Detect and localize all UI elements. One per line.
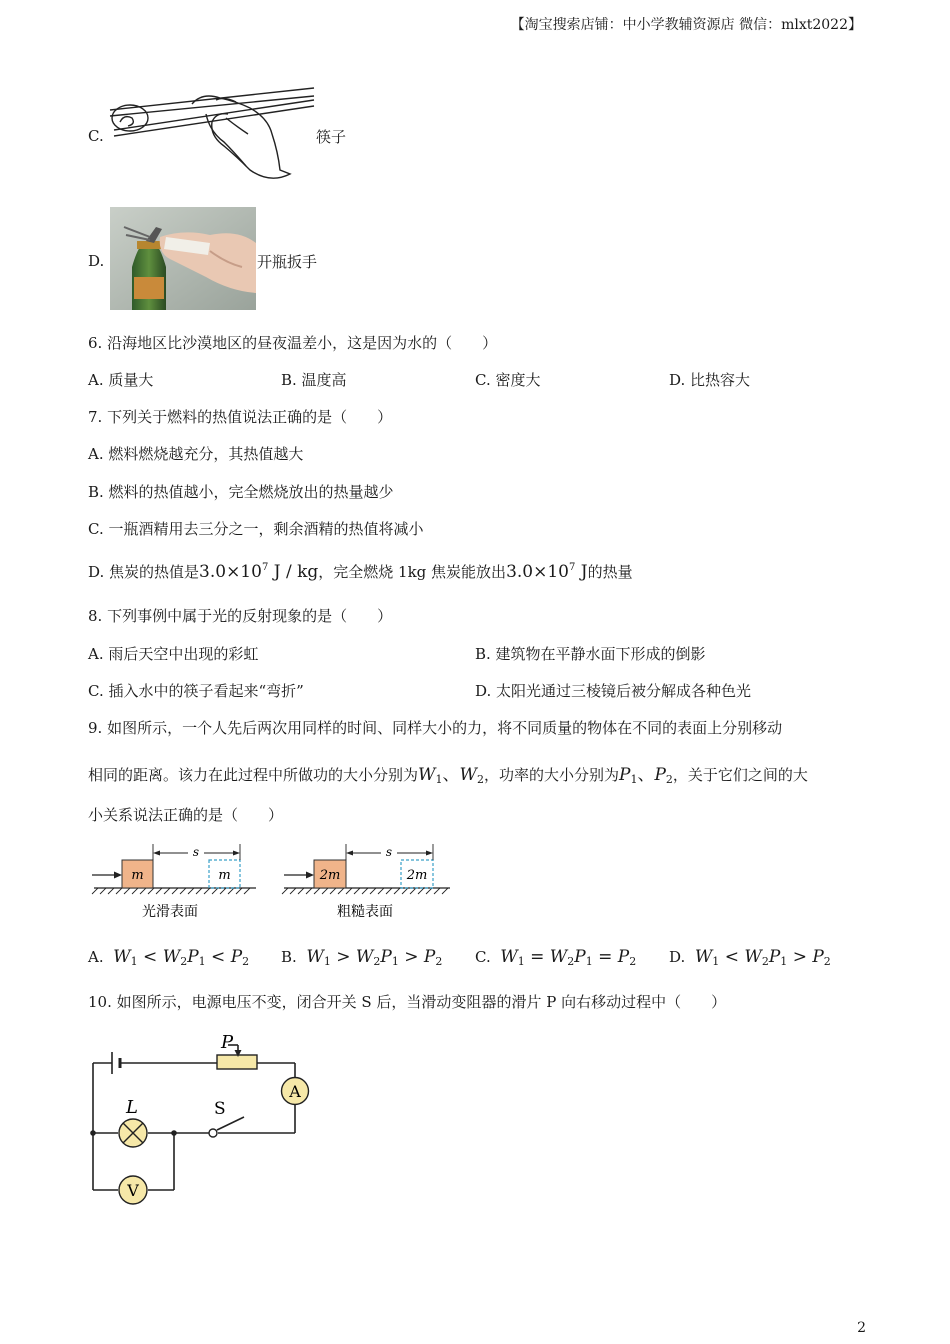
q6-option-d: D. 比热容大: [669, 371, 751, 389]
page-header: 【淘宝搜索店铺：中小学教辅资源店 微信：mlxt2022】: [510, 17, 862, 33]
option-d-letter: D.: [88, 252, 105, 270]
right-distance-label: s: [385, 845, 393, 859]
left-dashed-block-label: m: [218, 868, 231, 883]
q9-option-d: D. $W_1 < W_2P_1 > P_2$: [669, 947, 831, 968]
q7-option-b: B. 燃料的热值越小，完全燃烧放出的热量越少: [88, 483, 394, 501]
q7-option-d: [88, 561, 633, 582]
voltmeter-label: V: [127, 1181, 139, 1200]
q6-option-a: A. 质量大: [88, 371, 154, 389]
q9-option-c: C. $W_1 = W_2P_1 = P_2$: [475, 947, 637, 968]
q8-option-d: D. 太阳光通过三棱镜后被分解成各种色光: [475, 682, 752, 700]
q9-option-b: B. $W_1 > W_2P_1 > P_2$: [281, 947, 443, 968]
q7-option-a: A. 燃料燃烧越充分，其热值越大: [88, 445, 304, 463]
junction-right: [171, 1130, 177, 1136]
page-number: 2: [857, 1320, 866, 1336]
q6-stem: 6. 沿海地区比沙漠地区的昼夜温差小，这是因为水的（ ）: [88, 334, 498, 352]
option-c-text: 筷子: [316, 128, 347, 146]
q7-heat-value: $3.0\times 10^7$ J / kg: [199, 562, 319, 582]
option-c-letter: C.: [88, 127, 104, 145]
q9-line3: 小关系说法正确的是（ ）: [88, 806, 284, 824]
q10-circuit-diagram: [88, 1030, 316, 1210]
option-d-text: 开瓶扳手: [257, 253, 318, 271]
q7-option-c: C. 一瓶酒精用去三分之一，剩余酒精的热值将减小: [88, 520, 424, 538]
smooth-surface-label: 光滑表面: [142, 904, 198, 920]
q10-stem: 10. 如图所示，电源电压不变，闭合开关 S 后，当滑动变阻器的滑片 P 向右移动过程中（ ）: [88, 993, 727, 1011]
q6-option-c: C. 密度大: [475, 371, 541, 389]
q7-d-suffix: 的热量: [587, 563, 633, 581]
q8-option-c: C. 插入水中的筷子看起来“弯折”: [88, 682, 304, 700]
switch-contact: [209, 1129, 217, 1137]
q7-d-middle: ，完全燃烧 1kg 焦炭能放出: [318, 563, 507, 581]
q7-stem: 7. 下列关于燃料的热值说法正确的是（ ）: [88, 408, 393, 426]
rough-surface-hatching: [282, 888, 448, 894]
switch-label: S: [214, 1099, 226, 1119]
smooth-surface-hatching: [92, 888, 250, 894]
q8-stem: 8. 下列事例中属于光的反射现象的是（ ）: [88, 607, 393, 625]
rough-surface-label: 粗糙表面: [337, 904, 393, 920]
q9-line2: 相同的距离。该力在此过程中所做功的大小分别为$W_1$、$W_2$，功率的大小分别为$P_1$、$P_2$，关于它们之间的大: [88, 765, 808, 786]
lamp-label: L: [126, 1097, 138, 1118]
q9-work-symbols: $W_1$、$W_2$: [418, 765, 484, 786]
q9-line1: 9. 如图所示，一个人先后两次用同样的时间、同样大小的力，将不同质量的物体在不同的表面上分别移动: [88, 719, 783, 737]
left-block-mass-label: m: [131, 868, 144, 883]
q8-option-b: B. 建筑物在平静水面下形成的倒影: [475, 645, 706, 663]
rheostat: [217, 1055, 257, 1069]
q6-option-b: B. 温度高: [281, 371, 347, 389]
q7-heat-amount: $3.0\times 10^7$ J: [506, 562, 588, 582]
chopsticks-image: [106, 74, 318, 190]
junction-left: [90, 1130, 96, 1136]
left-distance-label: s: [192, 845, 200, 859]
q8-option-a: A. 雨后天空中出现的彩虹: [88, 645, 259, 663]
q9-power-symbols: $P_1$、$P_2$: [619, 765, 673, 786]
q9-figure: [88, 842, 458, 924]
q7-d-prefix: D. 焦炭的热值是: [88, 563, 200, 581]
right-dashed-block-label: 2m: [406, 868, 428, 883]
slider-label: P: [221, 1032, 234, 1053]
right-block-mass-label: 2m: [319, 868, 341, 883]
q9-option-a: A. $W_1 < W_2P_1 < P_2$: [88, 947, 250, 968]
ammeter-label: A: [289, 1082, 301, 1101]
bottle-opener-photo: [110, 207, 256, 310]
